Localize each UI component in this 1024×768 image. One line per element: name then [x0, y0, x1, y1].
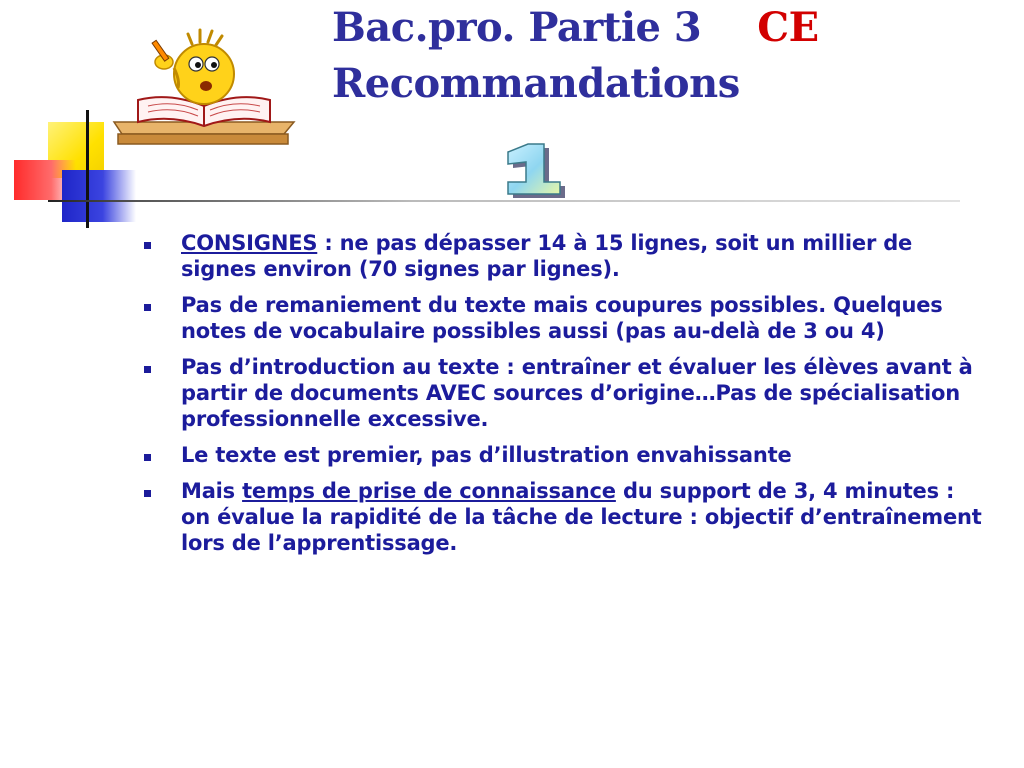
- bullet-text: [181, 478, 990, 556]
- bullet-text-part: du support de 3, 4 minutes : on évalue la rapidité de la tâche de lecture : objectif d’entraînement lors de l’apprentissage.: [181, 479, 982, 555]
- bullet-text-part: Le texte est premier, pas d’illustration envahissante: [181, 443, 792, 467]
- bullet-item: [140, 442, 990, 468]
- square-bullet-icon: [144, 366, 151, 373]
- bullet-text: [181, 292, 990, 344]
- bullet-text-underlined: temps de prise de connaissance: [242, 479, 616, 503]
- reading-emoji-clipart: [108, 22, 300, 150]
- title-divider-line: [48, 200, 960, 202]
- number-one-graphic: [494, 132, 584, 198]
- title-line-1: Bac.pro. Partie 3: [332, 4, 702, 51]
- square-bullet-icon: [144, 242, 151, 249]
- square-bullet-icon: [144, 490, 151, 497]
- content-area: [140, 230, 990, 566]
- bullet-item: [140, 478, 990, 556]
- bullet-text: [181, 442, 990, 468]
- decor-blue-square: [62, 170, 136, 222]
- slide-title: [332, 0, 819, 112]
- bullet-text: [181, 230, 990, 282]
- square-bullet-icon: [144, 454, 151, 461]
- square-bullet-icon: [144, 304, 151, 311]
- bullet-text-underlined: CONSIGNES: [181, 231, 318, 255]
- bullet-text-part: : ne pas dépasser 14 à 15 lignes, soit un millier de signes environ (70 signes par lignes).: [181, 231, 913, 281]
- bullet-list: [140, 230, 990, 556]
- bullet-item: [140, 354, 990, 432]
- bullet-item: [140, 230, 990, 282]
- bullet-text-part: Pas d’introduction au texte : entraîner et évaluer les élèves avant à partir de documents AVEC sources d’origine…Pas de spécialisation professionnelle excessive.: [181, 355, 973, 431]
- title-line-2: Recommandations: [332, 60, 740, 107]
- bullet-text-part: Pas de remaniement du texte mais coupures possibles. Quelques notes de vocabulaire possibles aussi (pas au-delà de 3 ou 4): [181, 293, 943, 343]
- decor-vertical-line: [86, 110, 89, 228]
- bullet-text-part: Mais: [181, 479, 243, 503]
- bullet-item: [140, 292, 990, 344]
- title-ce-tag: CE: [757, 4, 819, 51]
- bullet-text: [181, 354, 990, 432]
